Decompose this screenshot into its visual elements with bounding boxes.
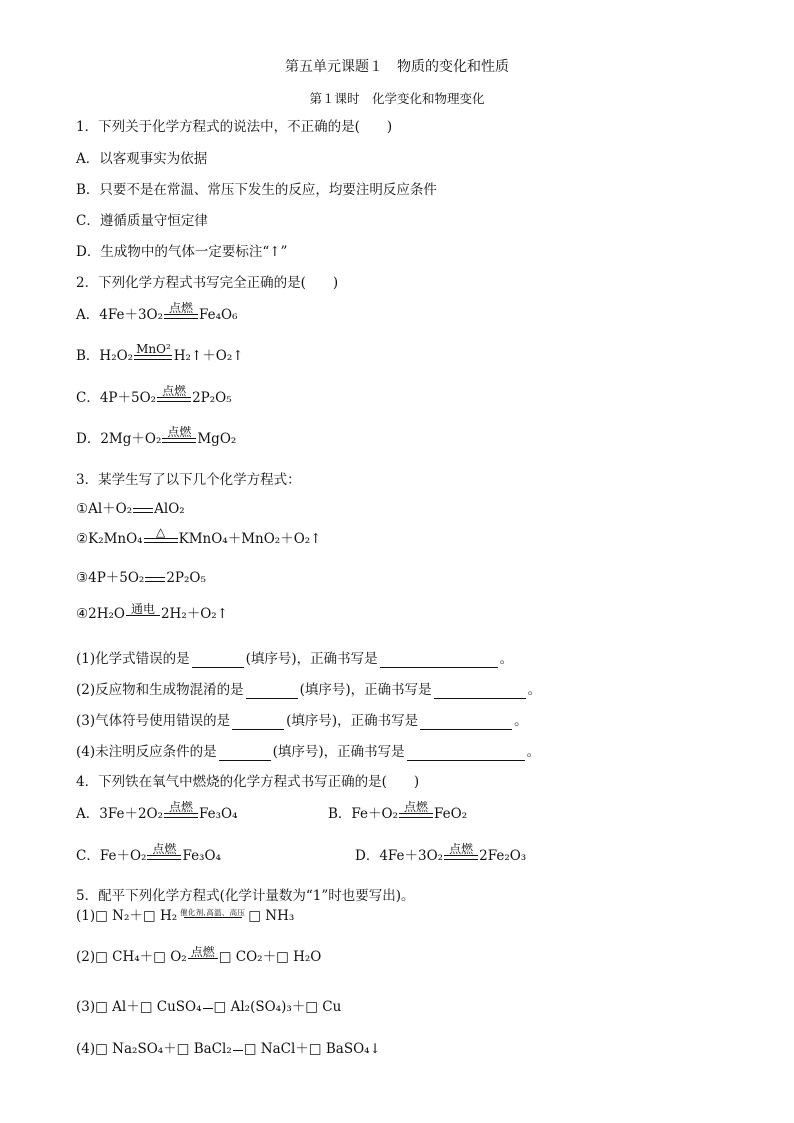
sub-question-middle: (填序号)，正确书写是 [299, 682, 432, 698]
q3-stem: 3．某学生写了以下几个化学方程式： [76, 472, 301, 488]
equation-reactants: D．4Fe＋3O₂ [355, 848, 444, 864]
equation-products: Fe₃O₄ [182, 848, 221, 864]
q5-equation-3 [76, 998, 341, 1016]
single-line-arrow [188, 958, 218, 959]
q3-equation-2 [76, 526, 321, 548]
q5-equation-2 [76, 946, 321, 966]
reaction-condition: MnO² [136, 342, 171, 356]
q1-option-a: A．以客观事实为依据 [76, 151, 208, 167]
reaction-arrow [178, 908, 247, 925]
equals-sign-arrow [444, 855, 478, 860]
q1-option-d: D．生成物中的气体一定要标注“↑” [76, 244, 288, 260]
equals-sign-arrow [162, 438, 196, 443]
q2-option-a [76, 302, 238, 324]
equation-reactants: ①Al＋O₂ [76, 501, 133, 517]
equals-sign-arrow [157, 397, 191, 402]
reaction-arrow [444, 843, 478, 865]
answer-blank-number[interactable] [246, 684, 298, 699]
equation-products: H₂↑＋O₂↑ [173, 348, 244, 364]
q3-equation-1 [76, 500, 185, 518]
q3-sub-2 [76, 681, 541, 699]
equation-reactants: C．4P＋5O₂ [76, 390, 157, 406]
reaction-condition: 点燃 [169, 800, 194, 814]
sub-question-end: 。 [527, 682, 542, 698]
sub-question-end: 。 [514, 713, 528, 729]
single-line-arrow [233, 1050, 243, 1051]
reaction-condition: 点燃 [152, 842, 177, 856]
q4-option-d [355, 843, 526, 865]
q4-option-a [76, 801, 238, 823]
equation-reactants: A．4Fe＋3O₂ [76, 307, 164, 323]
q4-option-b [328, 801, 467, 823]
q3-sub-1 [76, 650, 513, 668]
equation-reactants: C．Fe＋O₂ [76, 848, 147, 864]
q2-option-b [76, 343, 244, 365]
sub-question-middle: (填序号)，正确书写是 [272, 744, 405, 760]
sub-question-prompt: (4)未注明反应条件的是 [76, 744, 217, 760]
equation-reactants: (4)□ Na₂SO₄＋□ BaCl₂ [76, 1041, 232, 1057]
reaction-arrow [157, 385, 191, 407]
equation-products: Fe₃O₄ [199, 806, 238, 822]
reaction-condition: 点燃 [404, 800, 429, 814]
reaction-arrow [164, 302, 198, 324]
sub-question-middle: (填序号)，正确书写是 [286, 713, 419, 729]
equation-reactants: ③4P＋5O₂ [76, 570, 145, 586]
reaction-condition: 点燃 [190, 945, 215, 959]
equals-sign-arrow [164, 813, 198, 818]
reaction-arrow [203, 1008, 213, 1016]
reaction-arrow [134, 343, 173, 365]
equation-reactants: (1)□ N₂＋□ H₂ [76, 908, 178, 924]
equation-reactants: A．3Fe＋2O₂ [76, 806, 164, 822]
q3-equation-3 [76, 569, 206, 587]
reaction-arrow [233, 1050, 243, 1058]
equation-products: □ NaCl＋□ BaSO₄↓ [243, 1041, 381, 1057]
single-line-arrow [126, 615, 160, 616]
equals-sign-arrow [144, 538, 178, 543]
q3-sub-4 [76, 743, 540, 761]
equation-products: Fe₄O₆ [199, 307, 238, 323]
q5-stem: 5．配平下列化学方程式(化学计量数为“1”时也要写出)。 [76, 888, 415, 904]
q2-stem: 2．下列化学方程式书写完全正确的是( ) [76, 275, 339, 291]
q2-option-d [76, 426, 236, 448]
equation-products: AlO₂ [154, 501, 185, 517]
sub-question-prompt: (1)化学式错误的是 [76, 651, 190, 667]
reaction-condition: 通电 [130, 602, 155, 616]
reaction-arrow [144, 526, 178, 548]
reaction-arrow [133, 508, 153, 518]
answer-blank-equation[interactable] [434, 684, 526, 699]
reaction-condition: 催化剂,高温、高压 [180, 908, 246, 917]
equation-products: 2P₂O₅ [166, 570, 206, 586]
equation-products: FeO₂ [434, 806, 468, 822]
equation-products: 2Fe₂O₃ [479, 848, 527, 864]
single-line-arrow [203, 1008, 213, 1009]
answer-blank-equation[interactable] [420, 715, 512, 730]
single-line-arrow [184, 917, 242, 918]
reaction-arrow [164, 801, 198, 823]
equation-products: KMnO₄＋MnO₂＋O₂↑ [178, 531, 322, 547]
answer-blank-equation[interactable] [407, 746, 525, 761]
reaction-arrow [126, 603, 160, 623]
equation-reactants: ④2H₂O [76, 606, 125, 622]
sub-question-end: 。 [499, 651, 514, 667]
equation-reactants: (2)□ CH₄＋□ O₂ [76, 949, 187, 965]
q5-equation-1 [76, 907, 294, 925]
reaction-arrow [147, 843, 181, 865]
reaction-arrow [399, 801, 433, 823]
reaction-condition: 点燃 [449, 842, 474, 856]
equation-products: MgO₂ [197, 431, 237, 447]
reaction-arrow [145, 577, 165, 587]
equation-reactants: B．H₂O₂ [76, 348, 134, 364]
equation-reactants: ②K₂MnO₄ [76, 531, 143, 547]
sub-question-end: 。 [526, 744, 541, 760]
q1-stem: 1．下列关于化学方程式的说法中，不正确的是( ) [76, 119, 393, 135]
q3-equation-4 [76, 603, 228, 623]
equals-sign-arrow [133, 508, 153, 513]
equation-reactants: B．Fe＋O₂ [328, 806, 399, 822]
answer-blank-number[interactable] [232, 715, 284, 730]
sub-question-prompt: (3)气体符号使用错误的是 [76, 713, 231, 729]
page-subtitle: 第１课时 化学变化和物理变化 [309, 91, 485, 106]
sub-question-middle: (填序号)，正确书写是 [245, 651, 378, 667]
equation-products: 2H₂＋O₂↑ [160, 606, 229, 622]
answer-blank-equation[interactable] [380, 653, 498, 668]
q4-option-c [76, 843, 221, 865]
equation-products: □ Al₂(SO₄)₃＋□ Cu [213, 999, 342, 1015]
q3-sub-3 [76, 712, 528, 730]
equation-products: 2P₂O₅ [192, 390, 232, 406]
answer-blank-number[interactable] [219, 746, 271, 761]
equals-sign-arrow [164, 314, 198, 319]
reaction-condition: △ [155, 525, 166, 539]
sub-question-prompt: (2)反应物和生成物混淆的是 [76, 682, 244, 698]
equals-sign-arrow [145, 577, 165, 582]
q5-equation-4 [76, 1040, 381, 1058]
q1-option-b: B．只要不是在常温、常压下发生的反应，均要注明反应条件 [76, 182, 437, 198]
q1-option-c: C．遵循质量守恒定律 [76, 213, 208, 229]
q4-stem: 4．下列铁在氧气中燃烧的化学方程式书写正确的是( ) [76, 774, 420, 790]
answer-blank-number[interactable] [192, 653, 244, 668]
equation-reactants: (3)□ Al＋□ CuSO₄ [76, 999, 202, 1015]
equation-products: □ NH₃ [248, 908, 295, 924]
reaction-arrow [188, 946, 218, 966]
reaction-condition: 点燃 [169, 301, 194, 315]
q2-option-c [76, 385, 232, 407]
equals-sign-arrow [147, 855, 181, 860]
equation-products: □ CO₂＋□ H₂O [218, 949, 322, 965]
equals-sign-arrow [399, 813, 433, 818]
reaction-condition: 点燃 [167, 425, 192, 439]
page-title: 第五单元课题１ 物质的变化和性质 [285, 59, 509, 75]
reaction-condition: 点燃 [162, 384, 187, 398]
equals-sign-arrow [134, 355, 172, 360]
equation-reactants: D．2Mg＋O₂ [76, 431, 162, 447]
reaction-arrow [162, 426, 196, 448]
